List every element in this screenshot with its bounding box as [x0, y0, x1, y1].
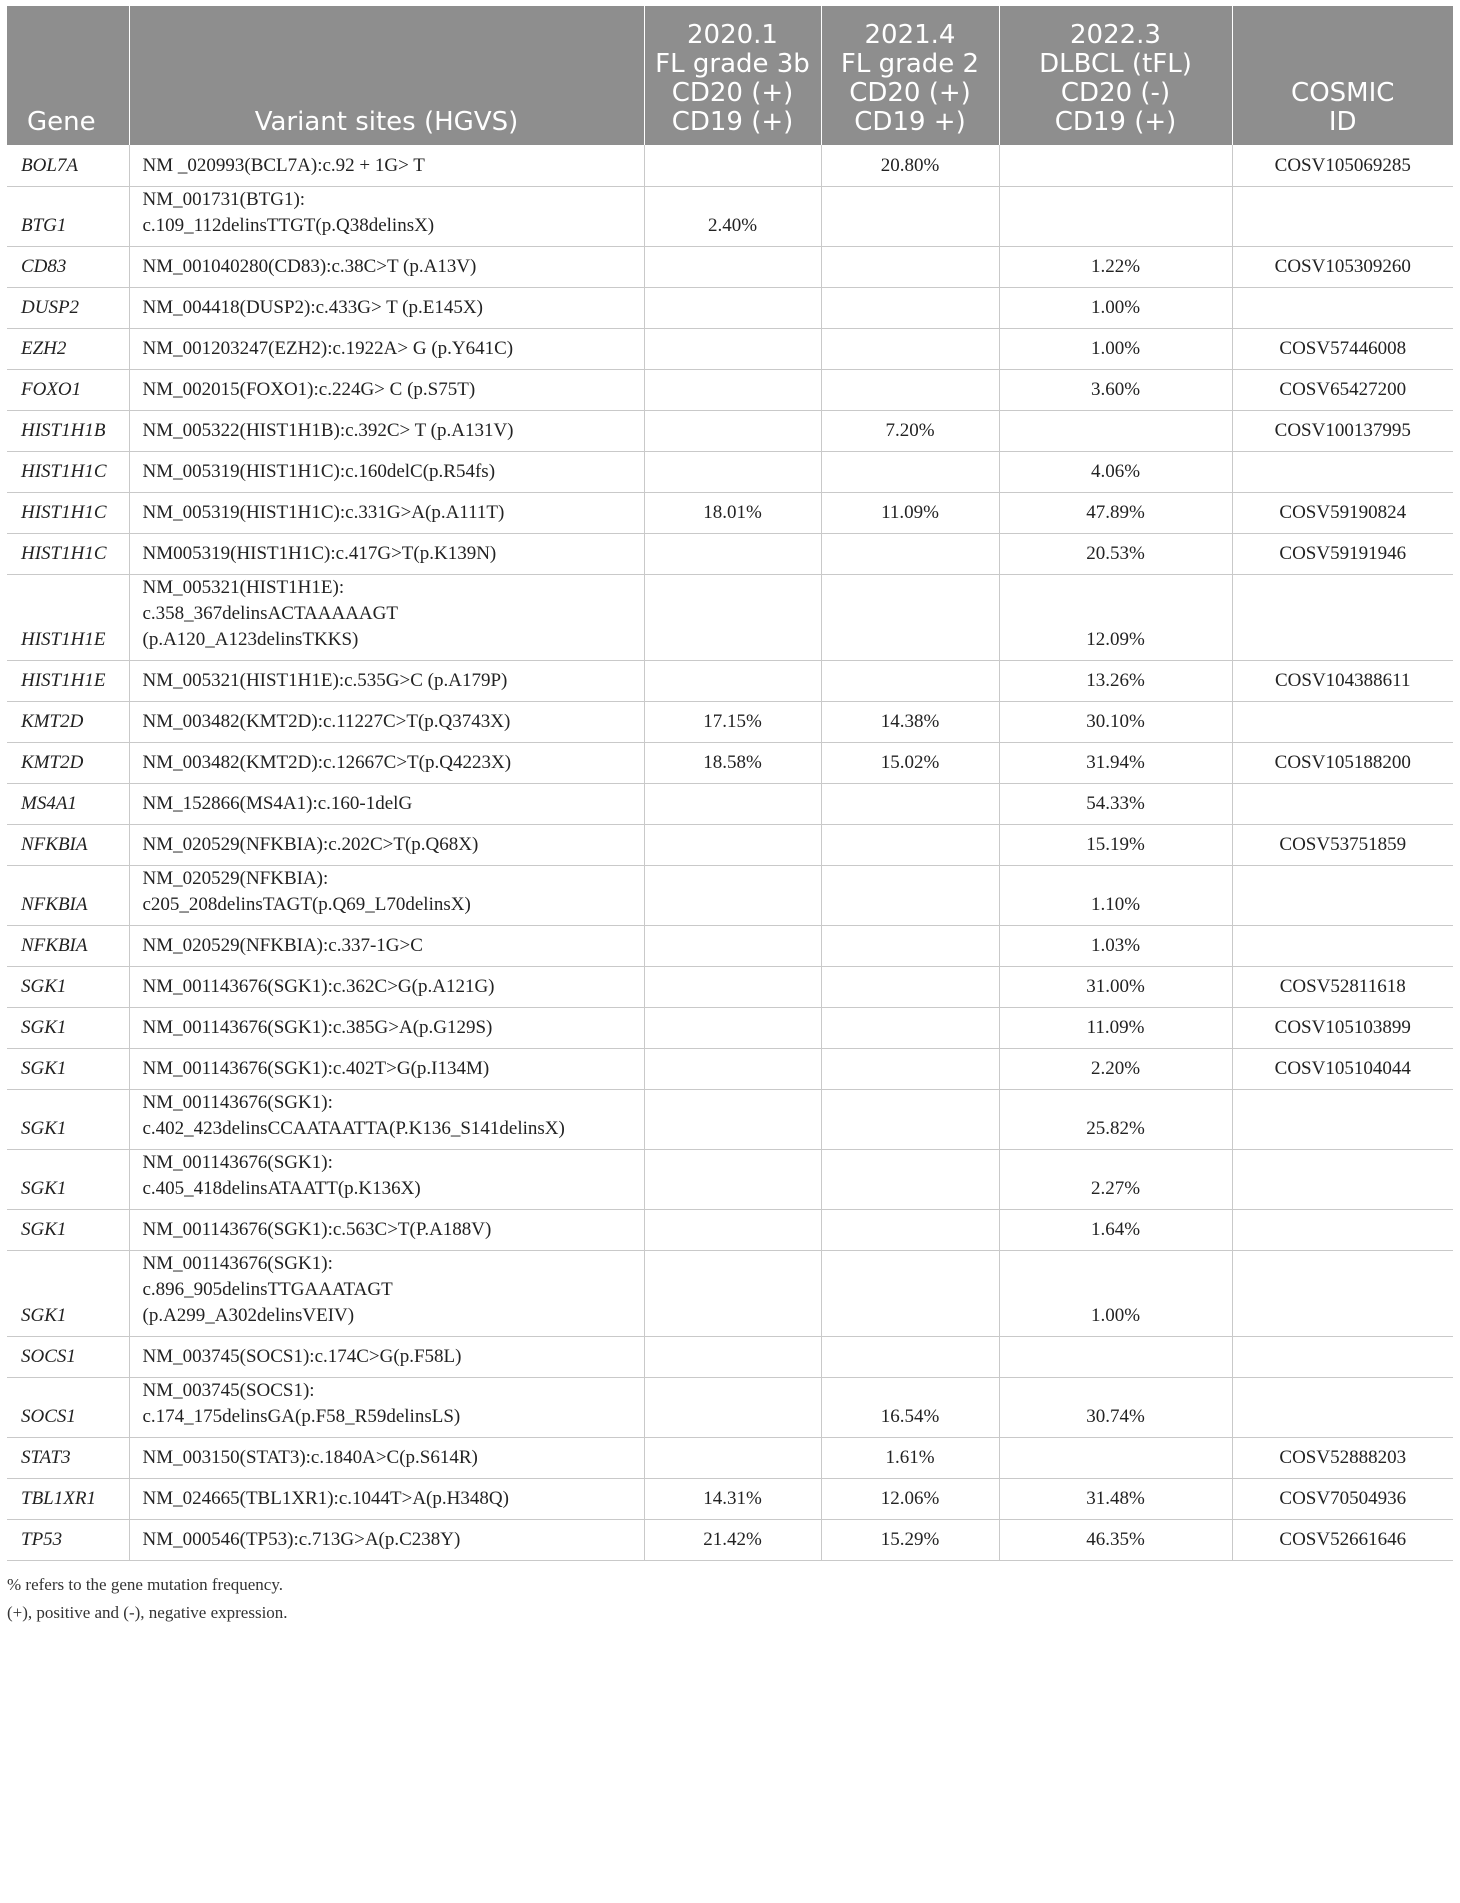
freq-2021-cell: [821, 246, 999, 287]
table-container: [7, 6, 1453, 1627]
freq-2021-cell: 15.02%: [821, 742, 999, 783]
gene-cell: HIST1H1E: [7, 574, 129, 660]
table-row: [7, 865, 1453, 925]
cosmic-id-cell: COSV65427200: [1232, 369, 1453, 410]
gene-cell: SGK1: [7, 1007, 129, 1048]
variant-cell: NM_000546(TP53):c.713G>A(p.C238Y): [129, 1519, 644, 1560]
freq-2022-cell: 1.00%: [999, 287, 1232, 328]
variant-cell: NM_003745(SOCS1):c.174C>G(p.F58L): [129, 1336, 644, 1377]
freq-2021-cell: [821, 824, 999, 865]
freq-2021-cell: [821, 1007, 999, 1048]
table-row: [7, 925, 1453, 966]
freq-2021-cell: [821, 966, 999, 1007]
table-row: [7, 369, 1453, 410]
freq-2020-cell: [644, 1336, 821, 1377]
freq-2021-cell: 7.20%: [821, 410, 999, 451]
freq-2022-cell: 11.09%: [999, 1007, 1232, 1048]
gene-cell: MS4A1: [7, 783, 129, 824]
table-row: [7, 783, 1453, 824]
variant-cell: NM005319(HIST1H1C):c.417G>T(p.K139N): [129, 533, 644, 574]
table-row: [7, 742, 1453, 783]
table-row: [7, 328, 1453, 369]
cosmic-id-cell: [1232, 1209, 1453, 1250]
cosmic-id-cell: [1232, 1089, 1453, 1149]
gene-cell: HIST1H1B: [7, 410, 129, 451]
gene-cell: SGK1: [7, 966, 129, 1007]
cosmic-id-cell: [1232, 451, 1453, 492]
cosmic-id-cell: [1232, 1149, 1453, 1209]
mutation-table: [7, 6, 1453, 1561]
freq-2020-cell: 14.31%: [644, 1478, 821, 1519]
freq-2020-cell: [644, 865, 821, 925]
freq-2020-cell: [644, 660, 821, 701]
cosmic-id-cell: [1232, 701, 1453, 742]
gene-cell: SGK1: [7, 1250, 129, 1336]
freq-2022-cell: 3.60%: [999, 369, 1232, 410]
table-row: [7, 492, 1453, 533]
table-row: [7, 533, 1453, 574]
variant-cell: NM_001143676(SGK1):c.402T>G(p.I134M): [129, 1048, 644, 1089]
table-row: [7, 1048, 1453, 1089]
cosmic-id-cell: [1232, 287, 1453, 328]
cosmic-id-cell: COSV100137995: [1232, 410, 1453, 451]
freq-2022-cell: 1.10%: [999, 865, 1232, 925]
variant-cell: NM_001143676(SGK1): c.402_423delinsCCAATAATTA(P.K136_S141delinsX): [129, 1089, 644, 1149]
freq-2020-cell: [644, 328, 821, 369]
gene-cell: CD83: [7, 246, 129, 287]
cosmic-id-cell: [1232, 574, 1453, 660]
freq-2020-cell: [644, 533, 821, 574]
gene-cell: KMT2D: [7, 742, 129, 783]
gene-cell: NFKBIA: [7, 824, 129, 865]
gene-cell: SGK1: [7, 1048, 129, 1089]
freq-2020-cell: [644, 287, 821, 328]
freq-2021-cell: 11.09%: [821, 492, 999, 533]
cosmic-id-cell: [1232, 865, 1453, 925]
variant-cell: NM_020529(NFKBIA): c205_208delinsTAGT(p.Q69_L70delinsX): [129, 865, 644, 925]
variant-cell: NM_024665(TBL1XR1):c.1044T>A(p.H348Q): [129, 1478, 644, 1519]
freq-2021-cell: 15.29%: [821, 1519, 999, 1560]
freq-2021-cell: [821, 1336, 999, 1377]
freq-2021-cell: [821, 369, 999, 410]
variant-cell: NM_001143676(SGK1): c.405_418delinsATAATT(p.K136X): [129, 1149, 644, 1209]
variant-cell: NM_005321(HIST1H1E):c.535G>C (p.A179P): [129, 660, 644, 701]
freq-2021-cell: [821, 451, 999, 492]
table-row: [7, 186, 1453, 246]
freq-2020-cell: [644, 925, 821, 966]
freq-2020-cell: [644, 1250, 821, 1336]
gene-cell: KMT2D: [7, 701, 129, 742]
freq-2021-cell: [821, 287, 999, 328]
freq-2021-cell: [821, 1149, 999, 1209]
table-row: [7, 1478, 1453, 1519]
freq-2022-cell: 30.10%: [999, 701, 1232, 742]
header-2020: 2020.1 FL grade 3b CD20 (+) CD19 (+): [644, 6, 821, 145]
variant-cell: NM_001731(BTG1): c.109_112delinsTTGT(p.Q38delinsX): [129, 186, 644, 246]
freq-2021-cell: 1.61%: [821, 1437, 999, 1478]
freq-2021-cell: 16.54%: [821, 1377, 999, 1437]
cosmic-id-cell: COSV59191946: [1232, 533, 1453, 574]
freq-2022-cell: [999, 1437, 1232, 1478]
freq-2020-cell: 21.42%: [644, 1519, 821, 1560]
table-row: [7, 145, 1453, 186]
variant-cell: NM_020529(NFKBIA):c.337-1G>C: [129, 925, 644, 966]
gene-cell: HIST1H1C: [7, 492, 129, 533]
cosmic-id-cell: [1232, 1336, 1453, 1377]
gene-cell: SGK1: [7, 1149, 129, 1209]
freq-2020-cell: 18.01%: [644, 492, 821, 533]
cosmic-id-cell: COSV59190824: [1232, 492, 1453, 533]
freq-2022-cell: [999, 145, 1232, 186]
variant-cell: NM_001143676(SGK1):c.563C>T(P.A188V): [129, 1209, 644, 1250]
freq-2022-cell: 47.89%: [999, 492, 1232, 533]
variant-cell: NM_001143676(SGK1): c.896_905delinsTTGAAATAGT (p.A299_A302delinsVEIV): [129, 1250, 644, 1336]
freq-2020-cell: [644, 966, 821, 1007]
cosmic-id-cell: COSV105309260: [1232, 246, 1453, 287]
freq-2020-cell: [644, 1209, 821, 1250]
cosmic-id-cell: COSV53751859: [1232, 824, 1453, 865]
freq-2020-cell: [644, 574, 821, 660]
freq-2022-cell: 20.53%: [999, 533, 1232, 574]
freq-2020-cell: 17.15%: [644, 701, 821, 742]
variant-cell: NM_003150(STAT3):c.1840A>C(p.S614R): [129, 1437, 644, 1478]
freq-2022-cell: 31.00%: [999, 966, 1232, 1007]
freq-2022-cell: 46.35%: [999, 1519, 1232, 1560]
freq-2020-cell: [644, 1089, 821, 1149]
variant-cell: NM_005322(HIST1H1B):c.392C> T (p.A131V): [129, 410, 644, 451]
note-percent: % refers to the gene mutation frequency.: [7, 1574, 283, 1594]
freq-2022-cell: 25.82%: [999, 1089, 1232, 1149]
cosmic-id-cell: [1232, 1250, 1453, 1336]
variant-cell: NM_002015(FOXO1):c.224G> C (p.S75T): [129, 369, 644, 410]
gene-cell: TP53: [7, 1519, 129, 1560]
variant-cell: NM_005319(HIST1H1C):c.160delC(p.R54fs): [129, 451, 644, 492]
variant-cell: NM_005321(HIST1H1E): c.358_367delinsACTAAAAAGT (p.A120_A123delinsTKKS): [129, 574, 644, 660]
freq-2022-cell: 31.94%: [999, 742, 1232, 783]
freq-2021-cell: [821, 1209, 999, 1250]
freq-2021-cell: [821, 660, 999, 701]
header-2021: 2021.4 FL grade 2 CD20 (+) CD19 +): [821, 6, 999, 145]
header-2022: 2022.3 DLBCL (tFL) CD20 (-) CD19 (+): [999, 6, 1232, 145]
table-row: [7, 1250, 1453, 1336]
gene-cell: SOCS1: [7, 1377, 129, 1437]
freq-2022-cell: 1.64%: [999, 1209, 1232, 1250]
freq-2021-cell: [821, 186, 999, 246]
header-gene: Gene: [7, 6, 129, 145]
freq-2022-cell: 1.00%: [999, 328, 1232, 369]
freq-2020-cell: [644, 1048, 821, 1089]
gene-cell: NFKBIA: [7, 925, 129, 966]
gene-cell: NFKBIA: [7, 865, 129, 925]
gene-cell: EZH2: [7, 328, 129, 369]
variant-cell: NM_001040280(CD83):c.38C>T (p.A13V): [129, 246, 644, 287]
table-row: [7, 1336, 1453, 1377]
table-row: [7, 246, 1453, 287]
cosmic-id-cell: [1232, 783, 1453, 824]
variant-cell: NM_001143676(SGK1):c.362C>G(p.A121G): [129, 966, 644, 1007]
header-variant: Variant sites (HGVS): [129, 6, 644, 145]
gene-cell: BTG1: [7, 186, 129, 246]
freq-2020-cell: [644, 1149, 821, 1209]
cosmic-id-cell: [1232, 186, 1453, 246]
table-row: [7, 1007, 1453, 1048]
cosmic-id-cell: [1232, 1377, 1453, 1437]
gene-cell: STAT3: [7, 1437, 129, 1478]
freq-2021-cell: [821, 865, 999, 925]
cosmic-id-cell: COSV52661646: [1232, 1519, 1453, 1560]
table-row: [7, 451, 1453, 492]
table-row: [7, 660, 1453, 701]
freq-2021-cell: 20.80%: [821, 145, 999, 186]
freq-2022-cell: 1.03%: [999, 925, 1232, 966]
freq-2020-cell: 18.58%: [644, 742, 821, 783]
gene-cell: FOXO1: [7, 369, 129, 410]
freq-2021-cell: [821, 1250, 999, 1336]
freq-2020-cell: [644, 246, 821, 287]
table-row: [7, 824, 1453, 865]
header-row: [7, 6, 1453, 145]
gene-cell: HIST1H1E: [7, 660, 129, 701]
freq-2022-cell: 4.06%: [999, 451, 1232, 492]
gene-cell: HIST1H1C: [7, 451, 129, 492]
variant-cell: NM_003745(SOCS1): c.174_175delinsGA(p.F58_R59delinsLS): [129, 1377, 644, 1437]
freq-2022-cell: 2.20%: [999, 1048, 1232, 1089]
gene-cell: DUSP2: [7, 287, 129, 328]
table-notes: [7, 1571, 1453, 1627]
table-row: [7, 1377, 1453, 1437]
table-row: [7, 1437, 1453, 1478]
variant-cell: NM _020993(BCL7A):c.92 + 1G> T: [129, 145, 644, 186]
freq-2022-cell: 31.48%: [999, 1478, 1232, 1519]
variant-cell: NM_001203247(EZH2):c.1922A> G (p.Y641C): [129, 328, 644, 369]
freq-2021-cell: [821, 328, 999, 369]
variant-cell: NM_152866(MS4A1):c.160-1delG: [129, 783, 644, 824]
gene-cell: SGK1: [7, 1209, 129, 1250]
table-row: [7, 574, 1453, 660]
gene-cell: TBL1XR1: [7, 1478, 129, 1519]
freq-2021-cell: [821, 574, 999, 660]
table-row: [7, 1089, 1453, 1149]
cosmic-id-cell: COSV52811618: [1232, 966, 1453, 1007]
variant-cell: NM_004418(DUSP2):c.433G> T (p.E145X): [129, 287, 644, 328]
variant-cell: NM_005319(HIST1H1C):c.331G>A(p.A111T): [129, 492, 644, 533]
freq-2022-cell: 2.27%: [999, 1149, 1232, 1209]
freq-2021-cell: [821, 533, 999, 574]
table-row: [7, 410, 1453, 451]
cosmic-id-cell: COSV105069285: [1232, 145, 1453, 186]
freq-2022-cell: 54.33%: [999, 783, 1232, 824]
cosmic-id-cell: COSV70504936: [1232, 1478, 1453, 1519]
gene-cell: SOCS1: [7, 1336, 129, 1377]
freq-2021-cell: [821, 1089, 999, 1149]
freq-2022-cell: [999, 1336, 1232, 1377]
freq-2022-cell: 30.74%: [999, 1377, 1232, 1437]
table-row: [7, 1519, 1453, 1560]
freq-2022-cell: 13.26%: [999, 660, 1232, 701]
freq-2020-cell: [644, 1007, 821, 1048]
freq-2021-cell: 12.06%: [821, 1478, 999, 1519]
freq-2022-cell: 12.09%: [999, 574, 1232, 660]
freq-2020-cell: [644, 451, 821, 492]
cosmic-id-cell: COSV57446008: [1232, 328, 1453, 369]
table-row: [7, 1149, 1453, 1209]
freq-2021-cell: [821, 925, 999, 966]
freq-2022-cell: 1.22%: [999, 246, 1232, 287]
cosmic-id-cell: COSV105104044: [1232, 1048, 1453, 1089]
freq-2020-cell: [644, 1437, 821, 1478]
freq-2020-cell: [644, 410, 821, 451]
variant-cell: NM_003482(KMT2D):c.12667C>T(p.Q4223X): [129, 742, 644, 783]
cosmic-id-cell: COSV52888203: [1232, 1437, 1453, 1478]
freq-2021-cell: [821, 783, 999, 824]
freq-2020-cell: [644, 369, 821, 410]
gene-cell: SGK1: [7, 1089, 129, 1149]
freq-2020-cell: [644, 1377, 821, 1437]
cosmic-id-cell: COSV105103899: [1232, 1007, 1453, 1048]
gene-cell: HIST1H1C: [7, 533, 129, 574]
cosmic-id-cell: COSV104388611: [1232, 660, 1453, 701]
cosmic-id-cell: [1232, 925, 1453, 966]
freq-2022-cell: [999, 186, 1232, 246]
freq-2021-cell: 14.38%: [821, 701, 999, 742]
freq-2022-cell: [999, 410, 1232, 451]
variant-cell: NM_020529(NFKBIA):c.202C>T(p.Q68X): [129, 824, 644, 865]
freq-2021-cell: [821, 1048, 999, 1089]
table-row: [7, 701, 1453, 742]
freq-2020-cell: [644, 824, 821, 865]
freq-2022-cell: 1.00%: [999, 1250, 1232, 1336]
gene-cell: BOL7A: [7, 145, 129, 186]
freq-2020-cell: [644, 783, 821, 824]
cosmic-id-cell: COSV105188200: [1232, 742, 1453, 783]
table-row: [7, 287, 1453, 328]
header-cosmic: COSMIC ID: [1232, 6, 1453, 145]
variant-cell: NM_001143676(SGK1):c.385G>A(p.G129S): [129, 1007, 644, 1048]
variant-cell: NM_003482(KMT2D):c.11227C>T(p.Q3743X): [129, 701, 644, 742]
freq-2020-cell: [644, 145, 821, 186]
freq-2020-cell: 2.40%: [644, 186, 821, 246]
note-expression: (+), positive and (-), negative expression.: [7, 1602, 288, 1622]
freq-2022-cell: 15.19%: [999, 824, 1232, 865]
table-row: [7, 1209, 1453, 1250]
table-row: [7, 966, 1453, 1007]
